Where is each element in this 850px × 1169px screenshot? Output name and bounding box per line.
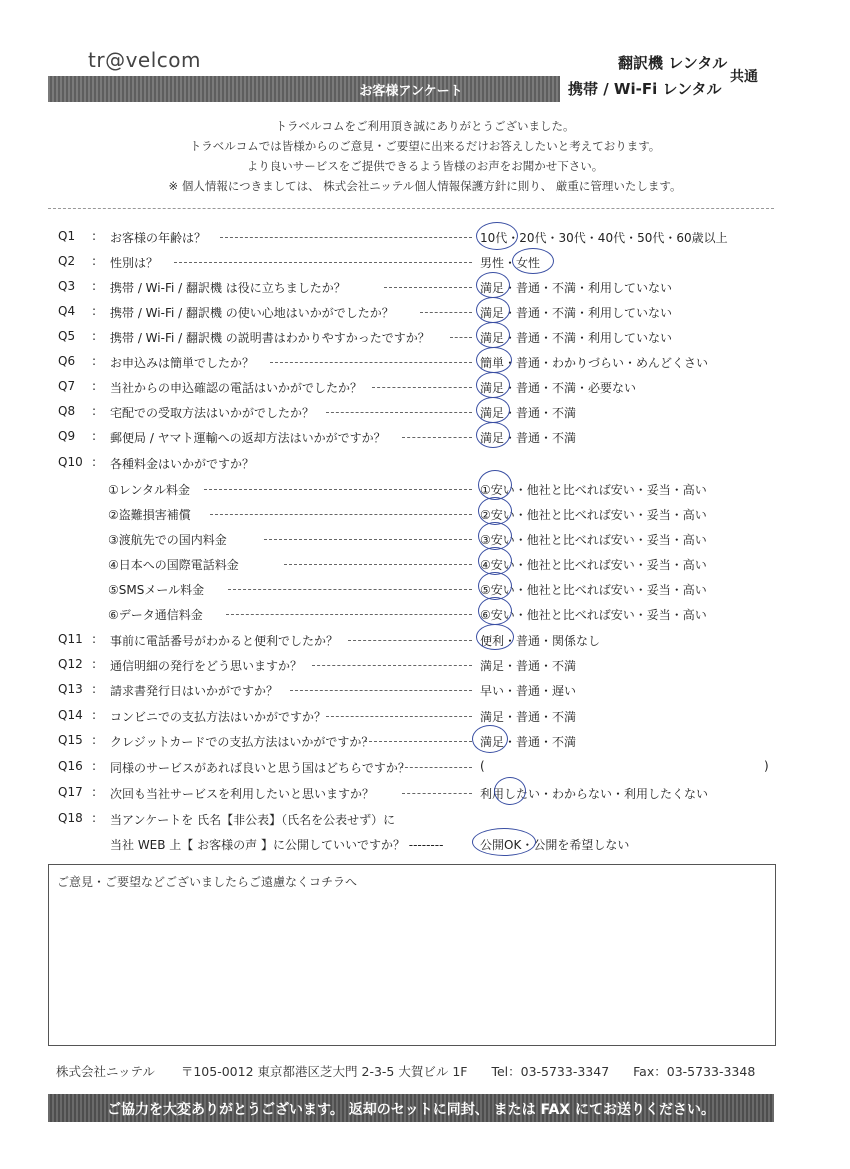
question-text: 当アンケートを 氏名【非公表】（氏名を公表せず）に [110, 813, 396, 827]
colon: : [92, 279, 97, 293]
question-text: 次回も当社サービスを利用したいと思いますか？ [110, 787, 375, 801]
colon: : [92, 229, 97, 243]
leader-line [400, 767, 472, 768]
answer-options[interactable]: 満足・普通・不満 [480, 735, 577, 749]
question-number: Q10 [58, 455, 83, 469]
page-title: お客様アンケート [359, 84, 463, 99]
leader-line [402, 793, 472, 794]
question-text: 各種料金はいかがですか？ [110, 457, 255, 471]
question-row [58, 376, 778, 398]
leader-line [450, 337, 472, 338]
question-text: 当社 WEB 上【 お客様の声 】に公開していいですか？ -------- [110, 838, 444, 852]
comment-box[interactable] [48, 864, 776, 1046]
answer-options[interactable]: 10代・20代・30代・40代・50代・60歳以上 [480, 231, 728, 245]
colon: : [92, 354, 97, 368]
fee-label: ③渡航先での国内料金 [108, 533, 227, 547]
question-row [58, 351, 778, 373]
answer-options[interactable]: 男性・女性 [480, 256, 541, 270]
leader-line [210, 514, 472, 515]
question-text: 請求書発行日はいかがですか？ [110, 684, 279, 698]
intro-line: トラベルコムでは皆様からのご意見・ご要望に出来るだけお答えしたいと考えております。 [189, 139, 661, 153]
question-number: Q12 [58, 657, 83, 671]
header-service-label [560, 52, 774, 102]
intro-line: より良いサービスをご提供できるよう皆様のお声をお聞かせ下さい。 [246, 159, 604, 173]
question-number: Q14 [58, 708, 83, 722]
fee-label: ④日本への国際電話料金 [108, 558, 239, 572]
leader-line [264, 539, 472, 540]
fee-label: ②盗難損害補償 [108, 508, 191, 522]
travelcom-logo: tr@velcom [88, 48, 201, 72]
question-number: Q13 [58, 682, 83, 696]
question-row [58, 833, 778, 855]
leader-line [228, 589, 472, 590]
question-text: 同様のサービスがあれば良いと思う国はどちらですか？ [110, 761, 410, 775]
question-number: Q18 [58, 811, 83, 825]
leader-line [402, 437, 472, 438]
question-row [58, 426, 778, 448]
question-row [58, 679, 778, 701]
intro-line: トラベルコムをご利用頂き誠にありがとうございました。 [275, 119, 575, 133]
header-common-label: 共通 [730, 69, 758, 85]
colon: : [92, 708, 97, 722]
colon: : [92, 455, 97, 469]
question-row [58, 452, 778, 474]
question-number: Q3 [58, 279, 76, 293]
answer-options[interactable]: 満足・普通・不満・利用していない [480, 306, 673, 320]
question-number: Q2 [58, 254, 76, 268]
question-text: 通信明細の発行をどう思いますか？ [110, 659, 303, 673]
answer-options[interactable]: 公開OK・公開を希望しない [480, 838, 630, 852]
fee-row [58, 578, 778, 600]
intro-text [0, 116, 850, 196]
answer-options[interactable]: 満足・普通・不満・利用していない [480, 281, 673, 295]
question-row [58, 730, 778, 752]
comment-label: ご意見・ご要望などございましたらご遠慮なくコチラへ [57, 875, 358, 889]
leader-line [326, 716, 472, 717]
question-text: 当社からの申込確認の電話はいかがでしたか？ [110, 381, 363, 395]
question-number: Q8 [58, 404, 76, 418]
question-row [58, 276, 778, 298]
question-row [58, 705, 778, 727]
colon: : [92, 682, 97, 696]
fee-label: ⑤SMSメール料金 [108, 583, 205, 597]
answer-options[interactable]: 簡単・普通・わかりづらい・めんどくさい [480, 356, 709, 370]
answer-options[interactable]: 満足・普通・不満・必要ない [480, 381, 637, 395]
fee-label: ①レンタル料金 [108, 483, 190, 497]
fee-label: ⑥データ通信料金 [108, 608, 203, 622]
leader-line [174, 262, 472, 263]
question-number: Q16 [58, 759, 83, 773]
fee-row [58, 478, 778, 500]
answer-options[interactable]: ⑥安い・他社と比べれば安い・妥当・高い [480, 608, 707, 622]
colon: : [92, 404, 97, 418]
question-row [58, 226, 778, 248]
colon: : [92, 657, 97, 671]
leader-line [312, 665, 472, 666]
question-row [58, 808, 778, 830]
leader-line [220, 237, 472, 238]
colon: : [92, 632, 97, 646]
colon: : [92, 759, 97, 773]
question-number: Q7 [58, 379, 76, 393]
question-row [58, 782, 778, 804]
colon: : [92, 379, 97, 393]
question-text: 宅配での受取方法はいかがでしたか？ [110, 406, 315, 420]
footer-banner [48, 1094, 774, 1122]
question-text: お申込みは簡単でしたか？ [110, 356, 255, 370]
question-text: 性別は？ [110, 256, 159, 270]
answer-options[interactable]: 満足・普通・不満 [480, 406, 577, 420]
question-number: Q17 [58, 785, 83, 799]
colon: : [92, 429, 97, 443]
answer-options[interactable]: ②安い・他社と比べれば安い・妥当・高い [480, 508, 707, 522]
question-text: お客様の年齢は？ [110, 231, 207, 245]
question-text: 郵便局 / ヤマト運輸への返却方法はいかがですか？ [110, 431, 386, 445]
colon: : [92, 304, 97, 318]
country-input-open[interactable]: ( [480, 759, 485, 773]
leader-line [372, 387, 472, 388]
question-text: 携帯 / Wi-Fi / 翻訳機 の使い心地はいかがでしたか？ [110, 306, 394, 320]
answer-options[interactable]: 早い・普通・遅い [480, 684, 577, 698]
question-number: Q6 [58, 354, 76, 368]
leader-line [284, 564, 472, 565]
leader-line [384, 287, 472, 288]
question-number: Q1 [58, 229, 76, 243]
question-row [58, 301, 778, 323]
leader-line [326, 412, 472, 413]
colon: : [92, 254, 97, 268]
fee-row [58, 528, 778, 550]
answer-options[interactable]: 満足・普通・不満 [480, 431, 577, 445]
colon: : [92, 811, 97, 825]
leader-line [270, 362, 472, 363]
question-number: Q9 [58, 429, 76, 443]
leader-line [364, 741, 472, 742]
question-row [58, 629, 778, 651]
country-input-close: ) [764, 759, 769, 773]
answer-options[interactable]: 便利・普通・関係なし [480, 634, 601, 648]
leader-line [348, 640, 472, 641]
header-phone-wifi-label: 携帯 / Wi-Fi レンタル [568, 80, 722, 98]
fee-row [58, 603, 778, 625]
answer-options[interactable]: 満足・普通・不満・利用していない [480, 331, 673, 345]
question-text: 事前に電話番号がわかると便利でしたか？ [110, 634, 339, 648]
header-translator-label: 翻訳機 レンタル [618, 54, 728, 72]
company-name: 株式会社ニッテル [56, 1064, 155, 1079]
company-address: 〒105-0012 東京都港区芝大門 2-3-5 大賀ビル 1F [180, 1064, 468, 1079]
question-number: Q4 [58, 304, 76, 318]
footer-banner-text: ご協力を大変ありがとうございます。 返却のセットに同封、 または FAX にてお送りください。 [107, 1102, 715, 1118]
leader-line [290, 690, 472, 691]
answer-options[interactable]: 利用したい・わからない・利用したくない [480, 787, 709, 801]
colon: : [92, 733, 97, 747]
answer-options[interactable]: 満足・普通・不満 [480, 710, 577, 724]
colon: : [92, 785, 97, 799]
question-text: 携帯 / Wi-Fi / 翻訳機 は役に立ちましたか？ [110, 281, 346, 295]
question-text: コンビニでの支払方法はいかがですか？ [110, 710, 327, 724]
question-text: クレジットカードでの支払方法はいかがですか？ [110, 735, 374, 749]
question-number: Q11 [58, 632, 83, 646]
divider [48, 208, 774, 209]
footer-contact [56, 1062, 755, 1080]
fee-row [58, 553, 778, 575]
question-number: Q15 [58, 733, 83, 747]
fee-row [58, 503, 778, 525]
question-row [58, 401, 778, 423]
question-row [58, 756, 778, 778]
question-number: Q5 [58, 329, 76, 343]
question-row [58, 654, 778, 676]
company-fax: Fax：03-5733-3348 [633, 1064, 756, 1079]
answer-options[interactable]: 満足・普通・不満 [480, 659, 577, 673]
leader-line [226, 614, 472, 615]
question-text: 携帯 / Wi-Fi / 翻訳機 の説明書はわかりやすかったですか？ [110, 331, 430, 345]
leader-line [420, 312, 472, 313]
colon: : [92, 329, 97, 343]
leader-line [204, 489, 472, 490]
answer-options[interactable]: ④安い・他社と比べれば安い・妥当・高い [480, 558, 707, 572]
answer-options[interactable]: ③安い・他社と比べれば安い・妥当・高い [480, 533, 707, 547]
answer-options[interactable]: ①安い・他社と比べれば安い・妥当・高い [480, 483, 707, 497]
answer-options[interactable]: ⑤安い・他社と比べれば安い・妥当・高い [480, 583, 707, 597]
intro-line: ※ 個人情報につきましては、 株式会社ニッテル個人情報保護方針に則り、 厳重に管理いたします。 [168, 179, 682, 193]
company-tel: Tel：03-5733-3347 [491, 1064, 610, 1079]
question-row [58, 326, 778, 348]
question-row [58, 251, 778, 273]
